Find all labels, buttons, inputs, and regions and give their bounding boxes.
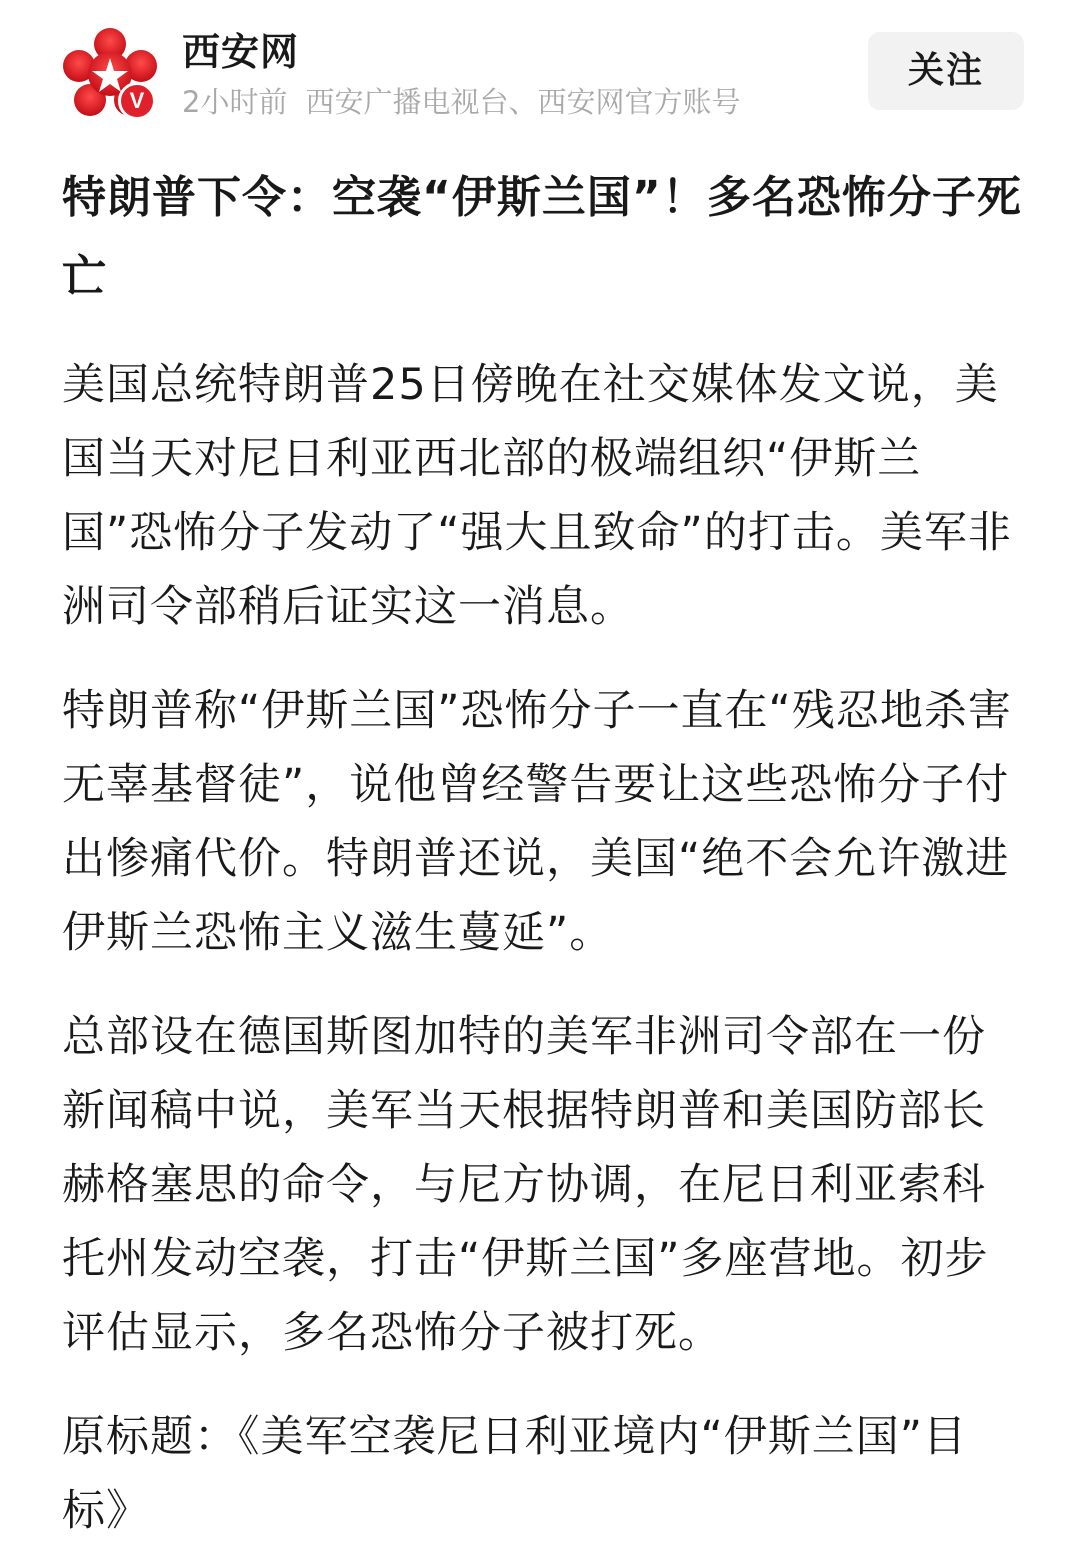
article-paragraph: 总部设在德国斯图加特的美军非洲司令部在一份新闻稿中说，美军当天根据特朗普和美国防部长赫格塞思的命令，与尼方协调，在尼日利亚索科托州发动空袭，打击“伊斯兰国”多座营地。初步评估显示，多名恐怖分子被打死。 [62, 1012, 989, 1358]
post-header [0, 0, 1084, 140]
article-paragraph: 特朗普称“伊斯兰国”恐怖分子一直在“残忍地杀害无辜基督徒”，说他曾经警告要让这些恐怖分子付出惨痛代价。特朗普还说，美国“绝不会允许激进伊斯兰恐怖主义滋生蔓延”。 [62, 686, 1012, 958]
article-title: 特朗普下令：空袭“伊斯兰国”！多名恐怖分子死亡 [62, 172, 1022, 302]
account-name[interactable]: 西安网 [182, 30, 300, 74]
verified-badge-icon: V [118, 82, 156, 120]
post-meta [182, 82, 740, 122]
article-paragraph: 美国总统特朗普25日傍晚在社交媒体发文说，美国当天对尼日利亚西北部的极端组织“伊斯兰国”恐怖分子发动了“强大且致命”的打击。美军非洲司令部稍后证实这一消息。 [62, 360, 1012, 632]
post-time: 2小时前 [182, 85, 288, 119]
follow-button[interactable]: 关注 [868, 32, 1024, 110]
original-title-note: 原标题：《美军空袭尼日利亚境内“伊斯兰国”目标》 [62, 1412, 968, 1536]
account-description: 西安广播电视台、西安网官方账号 [305, 85, 741, 119]
article-body [62, 158, 1024, 1548]
